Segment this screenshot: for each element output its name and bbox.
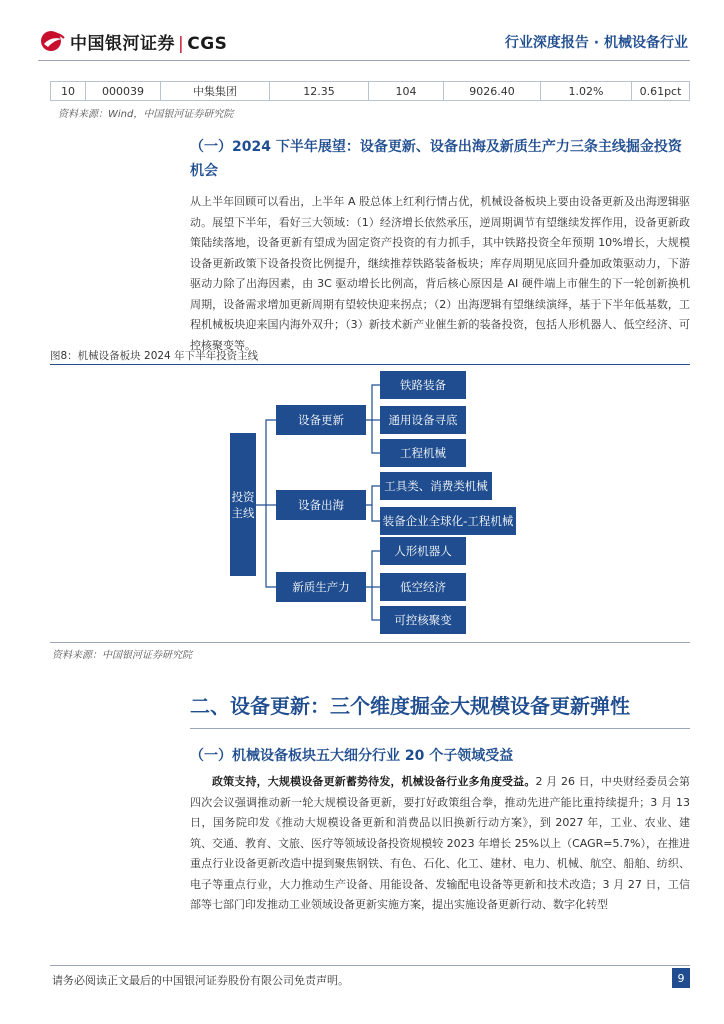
table-cell: 10	[51, 82, 86, 101]
figure-bottom-divider	[50, 642, 690, 643]
diagram-leaf-node: 低空经济	[380, 573, 466, 601]
diagram-leaf-node: 通用设备寻底	[380, 406, 466, 434]
body-paragraph	[190, 772, 690, 916]
footer-disclaimer: 请务必阅读正文最后的中国银河证券股份有限公司免责声明。	[52, 974, 349, 987]
paragraph-lead: 政策支持，大规模设备更新蓄势待发，机械设备行业多角度受益。	[212, 775, 536, 788]
footer-divider	[50, 965, 690, 966]
table-cell: 0.61pct	[632, 82, 690, 101]
paragraph-text: 2 月 26 日，中央财经委员会第四次会议强调推动新一轮大规模设备更新，要打好政策组合拳，推动先进产能比重持续提升；3 月 13 日，国务院印发《推动大规模设备更新和消费品以旧换新行动方案》，到 2027 年，工业、农业、建筑、交通、教育、文旅、医疗等领域设备投资规模较 2023 年增长 25%以上（CAGR=5.7%），在推进重点行业设备更新改造中提到聚焦钢铁、有色、石化、化工、建材、电力、机械、航空、船舶、纺织、电子等重点行业，大力推动生产设备、用能设备、发输配电设备等更新和技术改造；3 月 27 日，工信部等七部门印发推动工业领域设备更新实施方案，提出实施设备更新行动、数字化转型	[190, 775, 690, 911]
diagram-leaf-node: 人形机器人	[380, 537, 466, 565]
table-cell: 中集集团	[161, 82, 270, 101]
diagram-leaf-node: 工具类、消费类机械	[380, 472, 492, 500]
company-logo-text: 中国银河证券 | CGS	[70, 34, 228, 54]
diagram-leaf-node: 工程机械	[380, 439, 466, 467]
table-cell: 000039	[86, 82, 161, 101]
section-title: （一）机械设备板块五大细分行业 20 个子领域受益	[190, 748, 514, 764]
figure-caption: 图8：机械设备板块 2024 年下半年投资主线	[50, 350, 259, 362]
chapter-divider	[190, 728, 690, 729]
section-title: （一）2024 下半年展望：设备更新、设备出海及新质生产力三条主线掘金投资机会	[190, 139, 682, 179]
body-paragraph: 从上半年回顾可以看出，上半年 A 股总体上红利行情占优，机械设备板块上要由设备更新及出海逻辑驱动。展望下半年，看好三大领域：（1）经济增长依然承压，逆周期调节有望继续发挥作用，设备更新政策陆续落地，设备更新有望成为固定资产投资的有力抓手，其中铁路投资全年预期 10%增长，大规模设备更新政策下设备投资比例提升，继续推荐铁路装备板块；库存周期见底回升叠加政策驱动力，下游驱动力除了出海因素，由 3C 驱动增长比例高，背后核心原因是 AI 硬件端上市催生的下一轮创新换机周期，设备需求增加更新周期有望较快迎来拐点；（2）出海逻辑有望继续演绎，基于下半年低基数，工程机械板块迎来国内海外双升；（3）新技术新产业催生新的装备投资，包括人形机器人、低空经济、可控核聚变等。	[190, 195, 690, 352]
figure-source: 资料来源：中国银河证券研究院	[52, 650, 192, 661]
diagram-branch-node: 新质生产力	[276, 572, 366, 602]
diagram-root-node: 投资 主线	[230, 433, 256, 576]
page-number: 9	[672, 968, 690, 988]
diagram-leaf-node: 装备企业全球化-工程机械	[380, 507, 516, 535]
diagram-branch-node: 设备更新	[276, 405, 366, 435]
report-type-label: 行业深度报告 · 机械设备行业	[504, 35, 688, 51]
table-cell: 9026.40	[444, 82, 541, 101]
diagram-branch-node: 设备出海	[276, 490, 366, 520]
table-source: 资料来源：Wind，中国银河证券研究院	[58, 109, 234, 120]
table-cell: 12.35	[270, 82, 369, 101]
chapter-heading: 二、设备更新：三个维度掘金大规模设备更新弹性	[190, 694, 630, 718]
table-cell: 1.02%	[541, 82, 632, 101]
table-cell: 104	[369, 82, 444, 101]
diagram-leaf-node: 可控核聚变	[380, 606, 466, 634]
diagram-leaf-node: 铁路装备	[380, 371, 466, 399]
